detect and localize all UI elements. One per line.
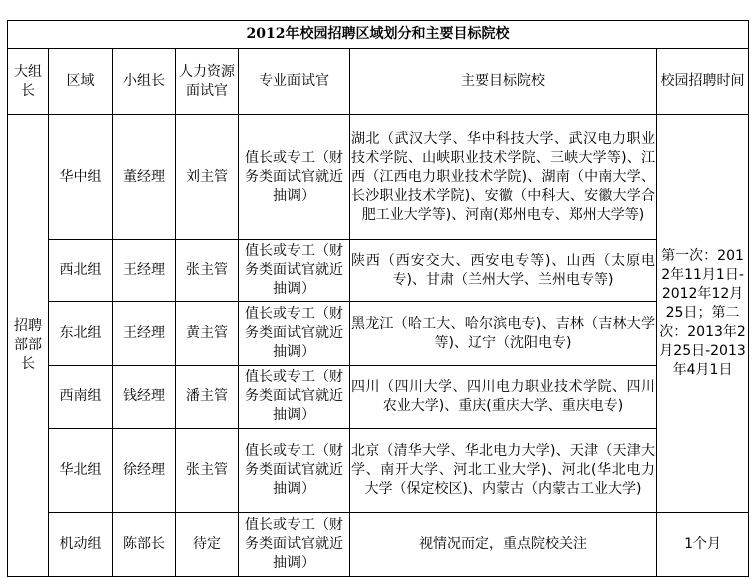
region-cell: 东北组 [49, 302, 113, 365]
table-row [8, 512, 749, 576]
group-leader-cell: 陈部长 [113, 512, 176, 576]
group-leader-cell: 徐经理 [113, 428, 176, 512]
target-schools-cell: 视情况而定，重点院校关注 [350, 512, 657, 576]
header-region: 区域 [49, 49, 113, 115]
target-schools-cell: 黑龙江（哈工大、哈尔滨电专)、吉林（吉林大学等)、辽宁（沈阳电专) [350, 302, 657, 365]
group-leader-cell: 王经理 [113, 302, 176, 365]
table-row [8, 240, 749, 302]
header-pro-interviewer: 专业面试官 [239, 49, 350, 115]
pro-interviewer-cell: 值长或专工（财务类面试官就近抽调） [239, 365, 350, 428]
hr-interviewer-cell: 待定 [176, 512, 239, 576]
hr-interviewer-cell: 张主管 [176, 428, 239, 512]
header-big-group-leader: 大组长 [8, 49, 49, 115]
group-leader-cell: 董经理 [113, 115, 176, 240]
header-target-schools: 主要目标院校 [350, 49, 657, 115]
header-hr-interviewer: 人力资源面试官 [176, 49, 239, 115]
region-cell: 华中组 [49, 115, 113, 240]
table-row [8, 428, 749, 512]
header-group-leader: 小组长 [113, 49, 176, 115]
table-row [8, 365, 749, 428]
big-group-leader-cell: 招聘部部长 [8, 115, 49, 577]
pro-interviewer-cell: 值长或专工（财务类面试官就近抽调） [239, 240, 350, 302]
pro-interviewer-cell: 值长或专工（财务类面试官就近抽调） [239, 428, 350, 512]
region-cell: 华北组 [49, 428, 113, 512]
target-schools-cell: 四川（四川大学、四川电力职业技术学院、四川农业大学)、重庆(重庆大学、重庆电专) [350, 365, 657, 428]
group-leader-cell: 王经理 [113, 240, 176, 302]
hr-interviewer-cell: 潘主管 [176, 365, 239, 428]
recruitment-table [7, 20, 749, 577]
group-leader-cell: 钱经理 [113, 365, 176, 428]
target-schools-cell: 湖北（武汉大学、华中科技大学、武汉电力职业技术学院、山峡职业技术学院、三峡大学等)、江西（江西电力职业技术学院)、湖南（中南大学、长沙职业技术学院)、安徽（中科大、安徽大学合肥工业大学等)、河南(郑州电专、郑州大学等) [350, 115, 657, 240]
region-cell: 西南组 [49, 365, 113, 428]
table-title: 2012年校园招聘区域划分和主要目标院校 [8, 21, 749, 49]
pro-interviewer-cell: 值长或专工（财务类面试官就近抽调） [239, 115, 350, 240]
hr-interviewer-cell: 张主管 [176, 240, 239, 302]
table-row [8, 302, 749, 365]
recruit-time-cell: 第一次：2012年11月1日-2012年12月25日；第二次：2013年2月25日-2013年4月1日 [657, 115, 749, 513]
recruit-time-cell: 1个月 [657, 512, 749, 576]
pro-interviewer-cell: 值长或专工（财务类面试官就近抽调） [239, 512, 350, 576]
target-schools-cell: 北京（清华大学、华北电力大学)、天津（天津大学、南开大学、河北工业大学)、河北(华北电力大学（保定校区)、内蒙古（内蒙古工业大学) [350, 428, 657, 512]
region-cell: 西北组 [49, 240, 113, 302]
hr-interviewer-cell: 黄主管 [176, 302, 239, 365]
pro-interviewer-cell: 值长或专工（财务类面试官就近抽调） [239, 302, 350, 365]
region-cell: 机动组 [49, 512, 113, 576]
hr-interviewer-cell: 刘主管 [176, 115, 239, 240]
target-schools-cell: 陕西（西安交大、西安电专等)、山西（太原电专)、甘肃（兰州大学、兰州电专等) [350, 240, 657, 302]
header-recruit-time: 校园招聘时间 [657, 49, 749, 115]
table-row [8, 115, 749, 240]
